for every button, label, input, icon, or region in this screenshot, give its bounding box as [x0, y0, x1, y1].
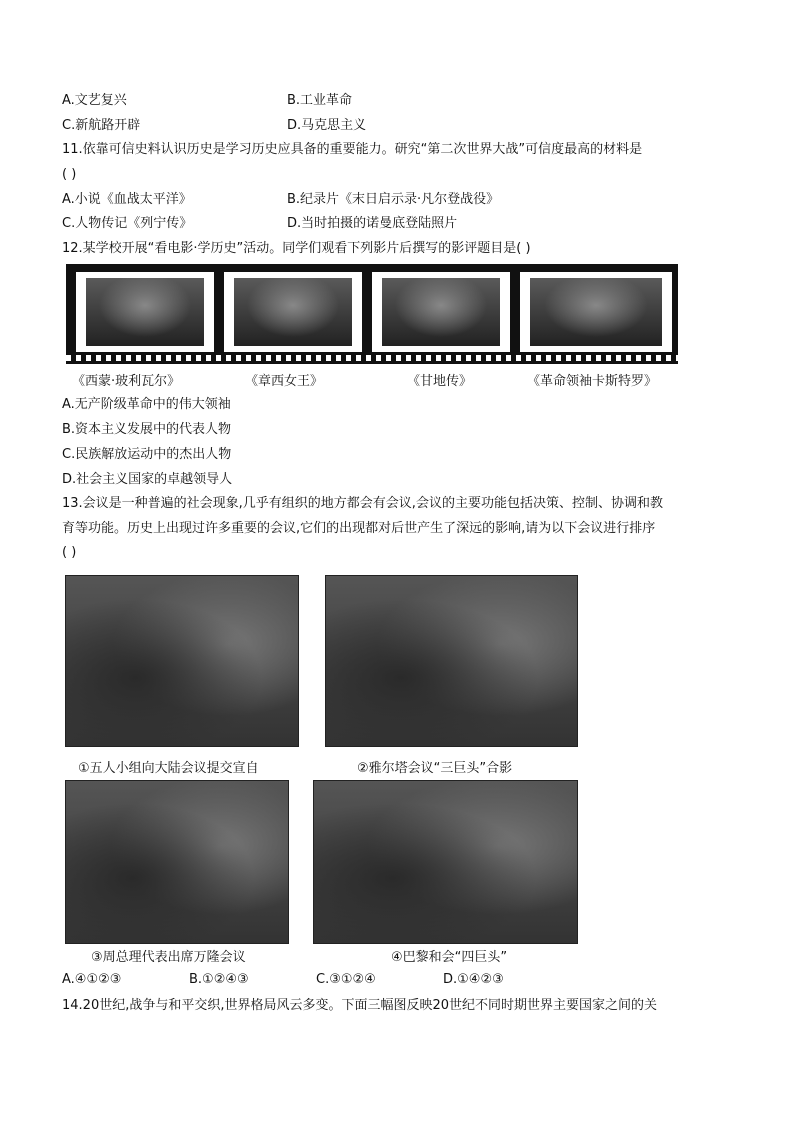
q10-option-b: B.工业革命	[287, 93, 353, 108]
film-frame-gandhi	[372, 272, 510, 352]
q11-answer-paren: ( )	[62, 167, 77, 182]
q13-stem-line2: 育等功能。历史上出现过许多重要的会议,它们的出现都对后世产生了深远的影响,请为以下会议进行排序	[62, 521, 656, 536]
film-title-2: 《章西女王》	[245, 374, 324, 389]
caption-1: ①五人小组向大陆会议提交宣自	[78, 761, 259, 776]
film-title-1: 《西蒙·玻利瓦尔》	[72, 374, 181, 389]
caption-3: ③周总理代表出席万隆会议	[91, 950, 246, 965]
film-frame-bolivar	[76, 272, 214, 352]
q12-stem: 12.某学校开展“看电影·学历史”活动。同学们观看下列影片后撰写的影评题目是( )	[62, 241, 531, 256]
film-frame-castro	[520, 272, 672, 352]
q12-option-a: A.无产阶级革命中的伟大领袖	[62, 397, 231, 412]
q10-option-d: D.马克思主义	[287, 118, 367, 133]
photo-continental-congress	[65, 575, 299, 747]
photo-bandung-conference	[65, 780, 289, 944]
q11-option-a: A.小说《血战太平洋》	[62, 192, 192, 207]
caption-4: ④巴黎和会“四巨头”	[391, 950, 508, 965]
q13-option-c: C.③①②④	[316, 972, 376, 987]
q13-option-d: D.①④②③	[443, 972, 504, 987]
q11-option-b: B.纪录片《末日启示录·凡尔登战役》	[287, 192, 500, 207]
caption-2: ②雅尔塔会议“三巨头”合影	[357, 761, 513, 776]
q11-option-d: D.当时拍摄的诺曼底登陆照片	[287, 216, 458, 231]
q13-stem-line1: 13.会议是一种普遍的社会现象,几乎有组织的地方都会有会议,会议的主要功能包括决策、控制、协调和教	[62, 496, 663, 511]
photo-paris-peace-conference	[313, 780, 578, 944]
q13-option-b: B.①②④③	[189, 972, 249, 987]
q11-option-c: C.人物传记《列宁传》	[62, 216, 193, 231]
photo-yalta-conference	[325, 575, 578, 747]
film-title-4: 《革命领袖卡斯特罗》	[527, 374, 658, 389]
q13-option-a: A.④①②③	[62, 972, 122, 987]
q12-option-d: D.社会主义国家的卓越领导人	[62, 472, 233, 487]
q10-option-a: A.文艺复兴	[62, 93, 127, 108]
film-frame-jhansi	[224, 272, 362, 352]
q12-option-c: C.民族解放运动中的杰出人物	[62, 447, 232, 462]
q11-stem: 11.依靠可信史料认识历史是学习历史应具备的重要能力。研究“第二次世界大战”可信度最高的材料是	[62, 142, 643, 157]
q14-stem: 14.20世纪,战争与和平交织,世界格局风云多变。下面三幅图反映20世纪不同时期世界主要国家之间的关	[62, 998, 658, 1013]
film-title-3: 《甘地传》	[407, 374, 473, 389]
q12-option-b: B.资本主义发展中的代表人物	[62, 422, 232, 437]
q10-option-c: C.新航路开辟	[62, 118, 141, 133]
film-sprocket-holes	[66, 355, 678, 361]
film-strip	[66, 264, 678, 364]
q13-answer-paren: ( )	[62, 545, 77, 560]
